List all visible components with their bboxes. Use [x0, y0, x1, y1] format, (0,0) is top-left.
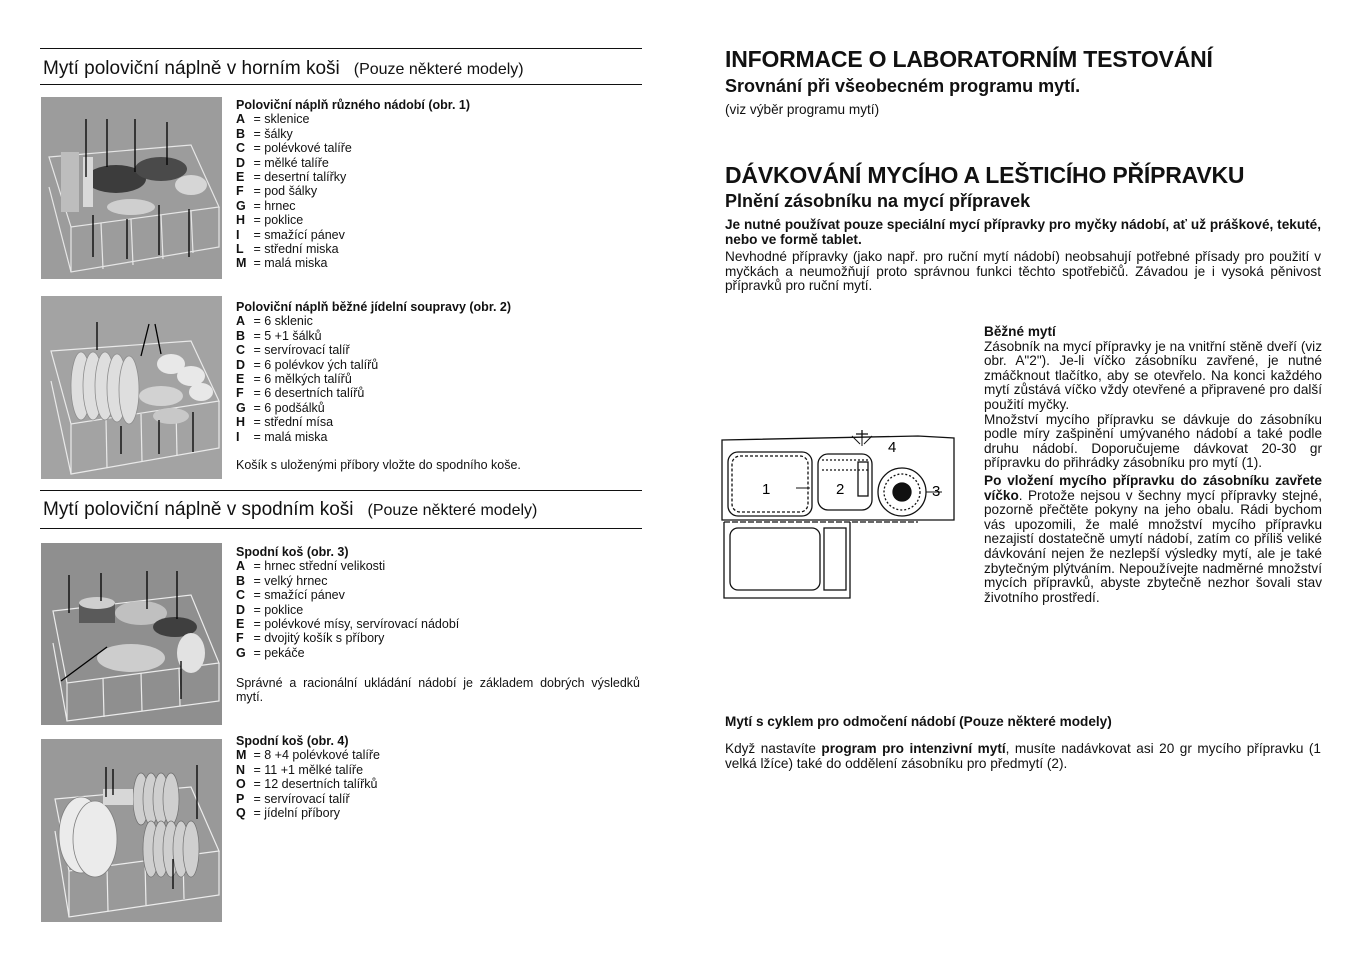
lab-testing-title: INFORMACE O LABORATORNÍM TESTOVÁNÍ [725, 46, 1213, 72]
list-item [236, 256, 470, 270]
lab-testing-note: (viz výběr programu mytí) [725, 102, 880, 117]
item-text: = desertní talířky [253, 170, 347, 185]
item-text: = pod šálky [253, 184, 318, 199]
list-item [236, 603, 459, 617]
upper-basket-title-text: Mytí poloviční náplně v horním koši [43, 58, 340, 79]
item-key: M [236, 748, 247, 763]
list-item [236, 617, 459, 631]
list-item [236, 170, 470, 184]
normal-wash-p3 [984, 474, 1322, 605]
item-key: C [236, 588, 246, 603]
list-item [236, 386, 511, 400]
normal-wash-heading: Běžné mytí [984, 324, 1056, 339]
item-text: = servírovací talíř [253, 791, 350, 806]
item-text: = dvojitý košík s příbory [253, 631, 385, 646]
diagram-label-4: 4 [888, 439, 897, 456]
item-key: M [236, 256, 247, 271]
item-key: B [236, 126, 246, 141]
upper-basket-title [43, 58, 524, 80]
lower-basket-title [43, 499, 537, 521]
fig2-note: Košík s uloženými příbory vložte do spodního koše. [236, 458, 521, 472]
dosing-title: DÁVKOVÁNÍ MYCÍHO A LEŠTICÍHO PŘÍPRAVKU [725, 162, 1245, 188]
item-text: = mělké talíře [253, 155, 329, 170]
soak-text-post: , musíte nadávkovat asi 20 gr mycího přípravku (1 velká lžíce) také do oddělení zásobníku pro předmytí (2). [725, 741, 1321, 771]
list-item [236, 358, 511, 372]
list-item [236, 112, 470, 126]
item-text: = hrnec [253, 198, 296, 213]
upper-title-rule [40, 84, 642, 85]
normal-wash-p3-bold: Po vložení mycího přípravku do zásobníku zavřete víčko [984, 472, 1322, 503]
list-item [236, 343, 511, 357]
fig2-legend [236, 300, 511, 444]
item-key: L [236, 242, 244, 257]
list-item [236, 430, 511, 444]
list-item [236, 329, 511, 343]
item-key: C [236, 343, 246, 358]
fig3-photo [41, 543, 222, 725]
top-rule [40, 48, 642, 49]
item-key: A [236, 314, 246, 329]
upper-basket-note: (Pouze některé modely) [353, 61, 524, 78]
item-text: = jídelní příbory [253, 806, 340, 821]
item-key: D [236, 602, 246, 617]
fig2-heading: Poloviční náplň běžné jídelní soupravy (obr. 2) [236, 300, 512, 314]
lower-basket-title-text: Mytí poloviční náplně v spodním koši [43, 499, 354, 520]
normal-wash-p1: Zásobník na mycí přípravky je na vnitřní stěně dveří (viz obr. A"2"). Je-li víčko zásobníku zavřené, je nutné zmáčknout tlačítko, aby se otevřelo. Na konci každého mytí zůstává víčko vždy otevřené a připravené pro další použití myčky. [984, 338, 1322, 412]
item-text: = polévkové mísy, servírovací nádobí [253, 617, 460, 632]
fig3-legend [236, 545, 459, 660]
item-key: B [236, 328, 246, 343]
list-item [236, 156, 470, 170]
item-text: = 6 podšálků [253, 400, 325, 415]
item-key: I [236, 429, 240, 444]
list-item [236, 806, 380, 820]
list-item [236, 588, 459, 602]
item-key: F [236, 184, 244, 199]
fig1-heading: Poloviční náplň různého nádobí (obr. 1) [236, 98, 471, 112]
item-text: = pekáče [253, 645, 305, 660]
fig3-note: Správné a racionální ukládání nádobí je základem dobrých výsledků mytí. [236, 676, 640, 705]
list-item [236, 777, 380, 791]
lower-rule-bottom [40, 528, 642, 529]
fig4-legend [236, 734, 380, 820]
item-key: G [236, 645, 246, 660]
list-item [236, 646, 459, 660]
list-item [236, 228, 470, 242]
item-text: = 6 sklenic [253, 314, 313, 329]
list-item [236, 199, 470, 213]
list-item [236, 372, 511, 386]
list-item [236, 559, 459, 573]
list-item [236, 314, 511, 328]
item-text: = 11 +1 mělké talíře [253, 762, 364, 777]
list-item [236, 401, 511, 415]
item-key: Q [236, 806, 246, 821]
item-key: E [236, 617, 245, 632]
diagram-label-3: 3 [932, 483, 941, 500]
item-key: B [236, 573, 246, 588]
item-key: D [236, 357, 246, 372]
soak-text-bold: program pro intenzivní mytí [821, 741, 1006, 756]
lower-rule-top [40, 490, 642, 491]
list-item [236, 127, 470, 141]
list-item [236, 242, 470, 256]
item-text: = poklice [253, 602, 304, 617]
item-text: = velký hrnec [253, 573, 328, 588]
lower-basket-note: (Pouze některé modely) [367, 502, 538, 519]
dosing-bold-intro: Je nutné používat pouze speciální mycí přípravky pro myčky nádobí, ať už práškové, tekuté, nebo ve formě tablet. [725, 217, 1321, 247]
fig4-photo [41, 739, 222, 922]
list-item [236, 792, 380, 806]
list-item [236, 184, 470, 198]
item-key: C [236, 141, 246, 156]
fig2-photo [41, 296, 222, 479]
item-key: E [236, 170, 245, 185]
normal-wash-p2: Množství mycího přípravku se dávkuje do zásobníku podle míry zašpinění umývaného nádobí a také podle druhu nádobí. Doporučujeme dávkovat 20-30 gr přípravku do přihrádky zásobníku pro mytí (1). [984, 411, 1322, 471]
item-text: = 5 +1 šálků [253, 328, 322, 343]
diagram-label-1: 1 [762, 481, 771, 498]
item-key: I [236, 227, 240, 242]
list-item [236, 141, 470, 155]
item-key: G [236, 198, 246, 213]
item-key: A [236, 559, 246, 574]
item-text: = smažící pánev [253, 227, 345, 242]
soak-text-pre: Když nastavíte [725, 741, 822, 756]
item-text: = poklice [253, 213, 304, 228]
list-item [236, 631, 459, 645]
item-key: D [236, 155, 246, 170]
item-text: = šálky [253, 126, 293, 141]
list-item [236, 213, 470, 227]
dosing-intro: Nevhodné přípravky (jako např. pro ruční mytí nádobí) neobsahují potřebné přísady pro použití v myčkách a neumožňují proto správnou funkci těchto spotřebičů. Závadou je i vysoká pěnivost přípravků pro ruční mytí. [725, 249, 1321, 294]
item-key: G [236, 400, 246, 415]
item-text: = smažící pánev [253, 588, 345, 603]
item-key: F [236, 386, 244, 401]
item-key: O [236, 777, 246, 792]
item-key: N [236, 762, 246, 777]
list-item [236, 574, 459, 588]
item-text: = hrnec střední velikosti [253, 559, 386, 574]
normal-wash-block [984, 325, 1322, 605]
fig4-heading: Spodní koš (obr. 4) [236, 734, 349, 748]
item-text: = střední mísa [253, 415, 334, 430]
fig1-legend [236, 98, 470, 271]
item-key: H [236, 213, 246, 228]
item-text: = polévkové talíře [253, 141, 352, 156]
item-text: = 8 +4 polévkové talíře [253, 748, 380, 763]
item-text: = 6 mělkých talířů [253, 372, 352, 387]
lab-testing-subtitle: Srovnání při všeobecném programu mytí. [725, 76, 1081, 96]
list-item [236, 763, 380, 777]
item-key: E [236, 372, 245, 387]
item-key: H [236, 415, 246, 430]
diagram-label-2: 2 [836, 481, 845, 498]
list-item [236, 748, 380, 762]
fig1-photo [41, 97, 222, 279]
item-key: P [236, 791, 245, 806]
list-item [236, 415, 511, 429]
item-text: = 6 polévkov ých talířů [253, 357, 379, 372]
item-key: A [236, 112, 246, 127]
item-text: = sklenice [253, 112, 310, 127]
normal-wash-p3-text: . Protože nejsou v šechny mycí přípravky stejné, pozorně přečtěte pokyny na jeho obalu. Rádi bychom vás upozomili, že malé množství mycího přípravku nezajistí dostatečně umytí nádobí, zatím co příliš veliké dávkování nejen že nezlepší výsledky mytí, ale je také zbytečným plýtváním. Nepoužívejte nadměrné množství mycích přípravků, abyste zbytečně nezhor šovali stav životního prostředí. [984, 487, 1322, 605]
fig3-heading: Spodní koš (obr. 3) [236, 545, 349, 559]
soak-text [725, 742, 1321, 771]
item-text: = 6 desertních talířů [253, 386, 365, 401]
dosing-subtitle: Plnění zásobníku na mycí přípravek [725, 191, 1031, 211]
item-key: F [236, 631, 244, 646]
dispenser-diagram [718, 430, 958, 605]
item-text: = servírovací talíř [253, 343, 350, 358]
item-text: = střední miska [253, 242, 339, 257]
item-text: = malá miska [253, 429, 328, 444]
item-text: = 12 desertních talířků [253, 777, 378, 792]
item-text: = malá miska [253, 256, 328, 271]
soak-heading: Mytí s cyklem pro odmočení nádobí (Pouze některé modely) [725, 714, 1112, 729]
